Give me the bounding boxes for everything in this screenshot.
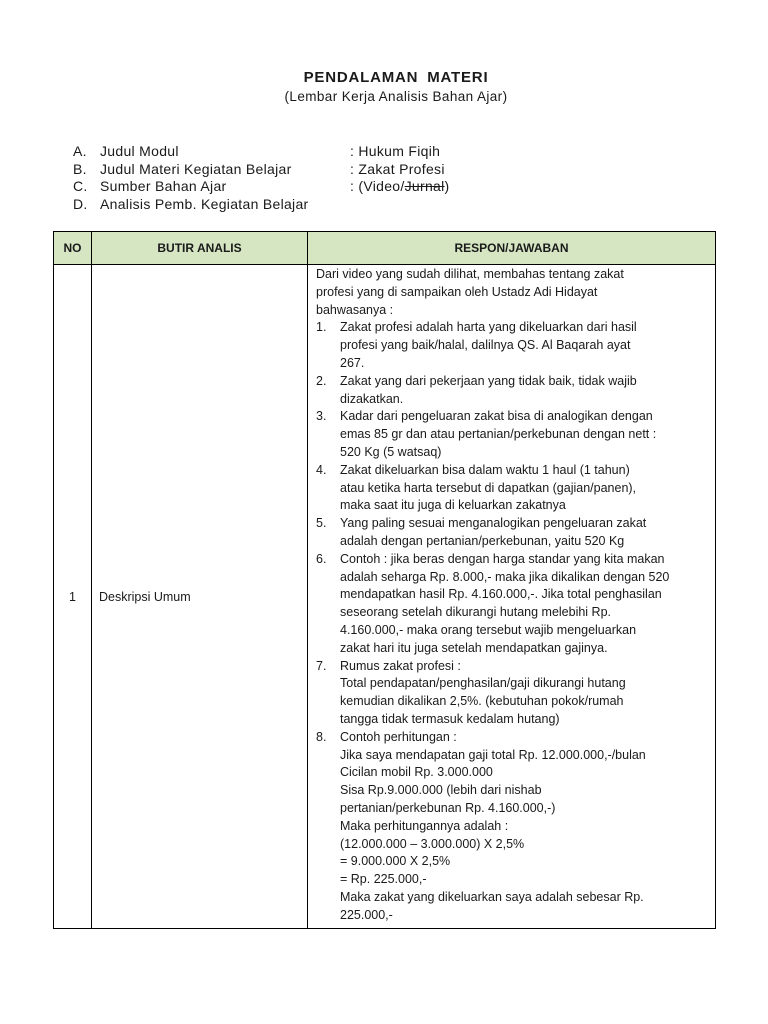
list-item-number: 8.	[316, 729, 327, 744]
list-item-number: 7.	[316, 658, 327, 673]
list-item-line: adalah dengan pertanian/perkebunan, yaitu 520 Kg	[340, 533, 625, 548]
list-item-line: Jika saya mendapatan gaji total Rp. 12.000.000,-/bulan	[340, 747, 646, 762]
analysis-table	[53, 231, 716, 929]
list-item-line: profesi yang baik/halal, dalilnya QS. Al Baqarah ayat	[340, 338, 631, 353]
list-item	[316, 658, 707, 729]
intro-line: bahwasanya :	[316, 302, 394, 317]
list-item-line: adalah seharga Rp. 8.000,- maka jika dikalikan dengan 520	[340, 569, 670, 584]
list-item-line: emas 85 gr dan atau pertanian/perkebunan dengan nett :	[340, 427, 657, 442]
list-item-line: Cicilan mobil Rp. 3.000.000	[340, 765, 493, 780]
list-item-number: 6.	[316, 551, 327, 566]
info-letter: D.	[73, 195, 88, 212]
list-item-line: pertanian/perkebunan Rp. 4.160.000,-)	[340, 800, 556, 815]
info-letter: B.	[73, 160, 87, 177]
header-butir-analis: BUTIR ANALIS	[92, 232, 308, 265]
info-value	[350, 178, 450, 196]
list-item-line: tangga tidak termasuk kedalam hutang)	[340, 711, 560, 726]
list-item-line: seseorang setelah dikurangi hutang melebihi Rp.	[340, 605, 612, 620]
header-no: NO	[54, 232, 92, 265]
header-respon-jawaban: RESPON/JAWABAN	[308, 232, 716, 265]
list-item	[316, 515, 707, 551]
table-row	[54, 265, 716, 929]
list-item-line: Maka zakat yang dikeluarkan saya adalah sebesar Rp.	[340, 889, 644, 904]
info-value-struck: Jurnal	[404, 178, 445, 194]
list-item-line: atau ketika harta tersebut di dapatkan (gajian/panen),	[340, 480, 637, 495]
list-item-line: = 9.000.000 X 2,5%	[340, 854, 451, 869]
intro-line: profesi yang di sampaikan oleh Ustadz Adi Hidayat	[316, 284, 598, 299]
list-item-line: 4.160.000,- maka orang tersebut wajib mengeluarkan	[340, 622, 637, 637]
page-title: PENDALAMAN MATERI	[303, 69, 489, 86]
info-value-suffix: )	[444, 178, 450, 194]
list-item-line: 520 Kg (5 watsaq)	[340, 444, 442, 459]
row-number: 1	[54, 265, 92, 929]
info-letter: A.	[73, 143, 87, 159]
list-item-line: Total pendapatan/penghasilan/gaji dikurangi hutang	[340, 676, 626, 691]
list-item	[316, 462, 707, 515]
list-item-line: kemudian dikalikan 2,5%. (kebutuhan pokok/rumah	[340, 694, 624, 709]
list-item-number: 1.	[316, 320, 327, 335]
info-value: : Zakat Profesi	[350, 160, 445, 177]
list-item-line: maka saat itu juga di keluarkan zakatnya	[340, 498, 566, 513]
list-item-line: Rumus zakat profesi :	[340, 658, 461, 673]
response-intro	[316, 266, 707, 319]
response-list	[316, 319, 707, 924]
list-item-number: 2.	[316, 373, 327, 388]
list-item	[316, 373, 707, 409]
intro-line: Dari video yang sudah dilihat, membahas tentang zakat	[316, 267, 624, 281]
info-value-prefix: : (Video/	[350, 178, 405, 194]
list-item-number: 4.	[316, 462, 327, 477]
table-header-row	[54, 232, 716, 265]
response-content	[316, 266, 707, 924]
list-item-line: zakat hari itu juga setelah mendapatkan gajinya.	[340, 640, 608, 655]
list-item-line: Zakat dikeluarkan bisa dalam waktu 1 haul (1 tahun)	[340, 462, 630, 477]
list-item-line: (12.000.000 – 3.000.000) X 2,5%	[340, 836, 525, 851]
list-item-line: 225.000,-	[340, 907, 393, 922]
list-item-line: Contoh : jika beras dengan harga standar yang kita makan	[340, 551, 665, 566]
list-item	[316, 408, 707, 461]
row-response	[308, 265, 716, 929]
list-item-number: 5.	[316, 516, 327, 531]
list-item	[316, 729, 707, 925]
list-item-line: dizakatkan.	[340, 391, 404, 406]
list-item-line: 267.	[340, 355, 365, 370]
page-subtitle: (Lembar Kerja Analisis Bahan Ajar)	[284, 89, 508, 104]
list-item-line: Maka perhitungannya adalah :	[340, 818, 509, 833]
list-item-line: Yang paling sesuai menganalogikan pengeluaran zakat	[340, 516, 647, 531]
info-label: Sumber Bahan Ajar	[100, 178, 227, 194]
info-label: Judul Materi Kegiatan Belajar	[100, 160, 292, 177]
list-item	[316, 551, 707, 658]
list-item-line: = Rp. 225.000,-	[340, 872, 427, 887]
row-butir: Deskripsi Umum	[92, 265, 308, 929]
list-item-line: mendapatkan hasil Rp. 4.160.000,-. Jika total penghasilan	[340, 587, 662, 602]
info-letter: C.	[73, 178, 88, 194]
list-item-line: Zakat profesi adalah harta yang dikeluarkan dari hasil	[340, 320, 637, 335]
list-item-line: Contoh perhitungan :	[340, 729, 457, 744]
list-item-number: 3.	[316, 409, 327, 424]
list-item	[316, 319, 707, 372]
info-label: Judul Modul	[100, 143, 179, 159]
info-label: Analisis Pemb. Kegiatan Belajar	[100, 195, 309, 212]
info-value: : Hukum Fiqih	[350, 143, 441, 159]
list-item-line: Kadar dari pengeluaran zakat bisa di analogikan dengan	[340, 409, 653, 424]
list-item-line: Sisa Rp.9.000.000 (lebih dari nishab	[340, 783, 542, 798]
list-item-line: Zakat yang dari pekerjaan yang tidak baik, tidak wajib	[340, 373, 637, 388]
